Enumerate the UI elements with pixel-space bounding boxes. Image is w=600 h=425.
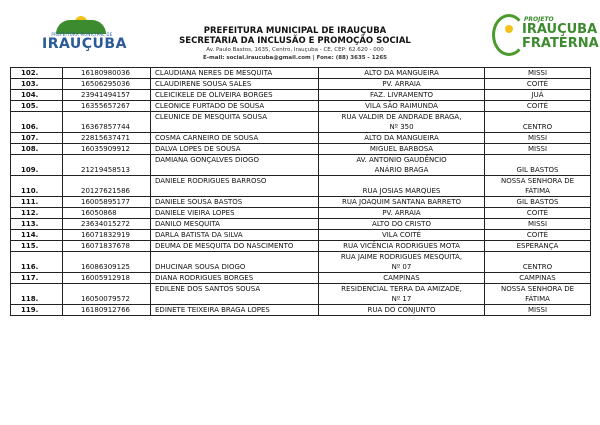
- address: [319, 144, 485, 155]
- beneficiary-name: [151, 176, 319, 197]
- locality-line: FÁTIMA: [525, 187, 550, 195]
- nis-code: 16180980036: [63, 68, 151, 79]
- nis-code: 23634015272: [63, 219, 151, 230]
- row-number-text: 106.: [21, 123, 39, 131]
- ring-icon: [492, 14, 526, 56]
- beneficiary-name-line: DALVA LOPES DE SOUSA: [155, 145, 241, 153]
- address: [319, 208, 485, 219]
- locality: [485, 79, 591, 90]
- beneficiary-name-line: EDINETE TEIXEIRA BRAGA LOPES: [155, 306, 270, 314]
- nis-code-text: 16086309125: [81, 263, 130, 271]
- locality-line: NOSSA SENHORA DE: [500, 177, 575, 185]
- table-row: [11, 68, 591, 79]
- beneficiary-name: [151, 101, 319, 112]
- row-number: 115.: [11, 241, 63, 252]
- row-number-text: 116.: [21, 263, 39, 271]
- address-line: AV. ANTONIO GAUDÊNCIO: [356, 156, 447, 164]
- beneficiary-name: [151, 284, 319, 305]
- beneficiary-name: [151, 230, 319, 241]
- address-line: MIGUEL BARBOSA: [369, 145, 434, 153]
- address-line: Nº 07: [391, 263, 412, 271]
- title-prefeitura: PREFEITURA MUNICIPAL DE IRAUÇUBA: [203, 26, 387, 36]
- address-line: RUA JOAQUIM SANTANA BARRETO: [342, 198, 461, 206]
- locality: [485, 101, 591, 112]
- locality-line: COITÉ: [526, 209, 549, 217]
- address: [319, 197, 485, 208]
- document-title-block: [130, 26, 460, 62]
- row-number-text: 109.: [21, 166, 39, 174]
- address: [319, 230, 485, 241]
- locality-line: MISSI: [527, 145, 548, 153]
- row-number-text: 110.: [21, 187, 39, 195]
- table-row: [11, 101, 591, 112]
- locality: [485, 305, 591, 316]
- address-line: RESIDENCIAL TERRA DA AMIZADE,: [341, 285, 462, 293]
- address-line: Nº 17: [391, 295, 412, 303]
- beneficiary-name-line: DHUCINAR SOUSA DIOGO: [155, 263, 246, 271]
- beneficiary-name: [151, 90, 319, 101]
- row-number: 119.: [11, 305, 63, 316]
- nis-code: 16035909912: [63, 144, 151, 155]
- row-number: [11, 155, 63, 176]
- address: [319, 252, 485, 273]
- locality-line: NOSSA SENHORA DE: [500, 285, 575, 293]
- address-line: PV. ARRAIA: [382, 209, 421, 217]
- locality-line: CENTRO: [522, 263, 553, 271]
- contact-line: E-mail: social.iraucuba@gmail.com | Fone: (88) 3635 - 1265: [202, 55, 388, 61]
- address: [319, 305, 485, 316]
- nis-code-text: 21219458513: [81, 166, 130, 174]
- address-line: ALTO DA MANGUEIRA: [364, 69, 439, 77]
- row-number-text: 118.: [21, 295, 39, 303]
- locality-line: CAMPINAS: [519, 274, 556, 282]
- nis-code: [63, 176, 151, 197]
- beneficiary-name-line: [155, 252, 315, 262]
- logo-right-line1: IRAUÇUBA: [522, 22, 598, 37]
- beneficiary-name: [151, 79, 319, 90]
- locality-line: COITÉ: [526, 80, 549, 88]
- address: [319, 176, 485, 197]
- address-line: RUA VALDIR DE ANDRADE BRAGA,: [341, 113, 462, 121]
- table-row: [11, 273, 591, 284]
- address: [319, 112, 485, 133]
- table-row: [11, 79, 591, 90]
- address: [319, 284, 485, 305]
- nis-code: 16355657267: [63, 101, 151, 112]
- beneficiary-name-line: DANIELE SOUSA BASTOS: [155, 198, 243, 206]
- address: [319, 273, 485, 284]
- locality-line: MISSI: [527, 220, 548, 228]
- table-row: [11, 90, 591, 101]
- address: [319, 90, 485, 101]
- table-row: [11, 176, 591, 197]
- logo-right-top: PROJETO: [524, 16, 554, 23]
- locality: [485, 284, 591, 305]
- table-row: [11, 155, 591, 176]
- beneficiary-name: [151, 68, 319, 79]
- row-number: [11, 176, 63, 197]
- row-number: 103.: [11, 79, 63, 90]
- logo-left-text: IRAUÇUBA: [42, 36, 127, 52]
- table-row: [11, 112, 591, 133]
- beneficiary-name-line: COSMA CARNEIRO DE SOUSA: [155, 134, 259, 142]
- nis-code-text: 16367857744: [81, 123, 130, 131]
- beneficiary-name: [151, 133, 319, 144]
- locality: [485, 90, 591, 101]
- nis-code: 16071837678: [63, 241, 151, 252]
- address: [319, 133, 485, 144]
- locality-line: GIL BASTOS: [516, 166, 559, 174]
- table-row: [11, 197, 591, 208]
- locality: [485, 197, 591, 208]
- beneficiary-name: [151, 273, 319, 284]
- beneficiary-name-line: DANILO MESQUITA: [155, 220, 220, 228]
- beneficiary-name-line: CLEICIKELE DE OLIVEIRA BORGES: [155, 91, 273, 99]
- beneficiary-name: [151, 219, 319, 230]
- address: [319, 68, 485, 79]
- title-secretaria: SECRETARIA DA INCLUSÃO E PROMOÇÃO SOCIAL: [179, 36, 411, 46]
- locality: [485, 133, 591, 144]
- row-number: 104.: [11, 90, 63, 101]
- locality-line: FÁTIMA: [525, 295, 550, 303]
- address-line: RUA JOSIAS MARQUES: [362, 187, 441, 195]
- beneficiary-name-line: DIANA RODRIGUES BORGES: [155, 274, 254, 282]
- locality-line: CENTRO: [522, 123, 553, 131]
- nis-code-text: 16050079572: [81, 295, 130, 303]
- locality: [485, 273, 591, 284]
- row-number: [11, 112, 63, 133]
- row-number: 102.: [11, 68, 63, 79]
- beneficiary-name: [151, 155, 319, 176]
- nis-code: [63, 252, 151, 273]
- address: [319, 101, 485, 112]
- document-header: [0, 0, 600, 66]
- locality: [485, 155, 591, 176]
- table-row: [11, 208, 591, 219]
- beneficiary-name: [151, 241, 319, 252]
- address-line: Nº 350: [389, 123, 414, 131]
- beneficiary-name: [151, 197, 319, 208]
- address-line: [322, 176, 481, 186]
- address-line: RUA JAIME RODRIGUES MESQUITA,: [340, 253, 463, 261]
- logo-left-subtitle: PREFEITURA MUNICIPAL DE: [51, 32, 113, 37]
- row-number: 108.: [11, 144, 63, 155]
- locality-line: ESPERANÇA: [516, 242, 559, 250]
- beneficiary-name-line: DARLA BATISTA DA SILVA: [155, 231, 243, 239]
- row-number: [11, 252, 63, 273]
- address-line: ALTO DO CRISTO: [372, 220, 431, 228]
- table-row: [11, 144, 591, 155]
- locality: [485, 144, 591, 155]
- beneficiary-name-line: DAMIANA GONÇALVES DIOGO: [155, 156, 259, 164]
- locality: [485, 68, 591, 79]
- nis-code: [63, 284, 151, 305]
- address-line: RUA VICÊNCIA RODRIGUES MOTA: [343, 242, 460, 250]
- address: [319, 79, 485, 90]
- beneficiary-name-line: CLEUNICE DE MESQUITA SOUSA: [155, 113, 267, 121]
- table-row: [11, 284, 591, 305]
- address-line: Av. Paulo Bastos, 1635, Centro, Irauçuba - CE, CEP: 62.620 - 000: [206, 47, 384, 53]
- logo-right-line2: FRATERNA: [522, 36, 599, 51]
- table-row: [11, 252, 591, 273]
- beneficiary-name-line: DANIELE RODRIGUES BARROSO: [155, 177, 267, 185]
- address-line: FAZ. LIVRAMENTO: [369, 91, 434, 99]
- nis-code: [63, 112, 151, 133]
- locality: [485, 176, 591, 197]
- address: [319, 155, 485, 176]
- beneficiary-name-line: DEUMA DE MESQUITA DO NASCIMENTO: [155, 242, 294, 250]
- nis-code: 16071832919: [63, 230, 151, 241]
- locality-line: [488, 252, 587, 262]
- beneficiary-name-line: CLEONICE FURTADO DE SOUSA: [155, 102, 265, 110]
- locality: [485, 208, 591, 219]
- locality-line: MISSI: [527, 134, 548, 142]
- table-row: [11, 230, 591, 241]
- table-row: [11, 241, 591, 252]
- row-number: 107.: [11, 133, 63, 144]
- nis-code: 22815637471: [63, 133, 151, 144]
- row-number: 114.: [11, 230, 63, 241]
- beneficiary-name-line: CLAUDIANA NERES DE MESQUITA: [155, 69, 273, 77]
- beneficiary-name: [151, 144, 319, 155]
- locality: [485, 252, 591, 273]
- table-row: [11, 133, 591, 144]
- address-line: CAMPINAS: [383, 274, 420, 282]
- address-line: VILA COITÉ: [381, 231, 422, 239]
- nis-code: 16050868: [63, 208, 151, 219]
- locality-line: COITÉ: [526, 102, 549, 110]
- locality: [485, 230, 591, 241]
- row-number: [11, 284, 63, 305]
- address-line: VILA SÃO RAIMUNDA: [365, 102, 438, 110]
- beneficiaries-table: [10, 67, 591, 316]
- nis-code: 16180912766: [63, 305, 151, 316]
- locality: [485, 241, 591, 252]
- table-row: [11, 305, 591, 316]
- row-number: 105.: [11, 101, 63, 112]
- locality-line: JUÁ: [531, 91, 544, 99]
- address-line: ALTO DA MANGUEIRA: [364, 134, 439, 142]
- row-number: 113.: [11, 219, 63, 230]
- nis-code: 16506295036: [63, 79, 151, 90]
- locality-line: MISSI: [527, 69, 548, 77]
- beneficiary-name: [151, 112, 319, 133]
- prefeitura-logo: [42, 20, 127, 54]
- nis-code: 23941494157: [63, 90, 151, 101]
- locality: [485, 219, 591, 230]
- locality-line: [488, 155, 587, 165]
- locality-line: COITÉ: [526, 231, 549, 239]
- beneficiary-name-line: DANIELE VIEIRA LOPES: [155, 209, 235, 217]
- beneficiary-name: [151, 305, 319, 316]
- row-number: 112.: [11, 208, 63, 219]
- beneficiary-name-line: CLAUDIRENE SOUSA SALES: [155, 80, 252, 88]
- locality: [485, 112, 591, 133]
- beneficiary-name: [151, 208, 319, 219]
- row-number: 117.: [11, 273, 63, 284]
- nis-code: 16005912918: [63, 273, 151, 284]
- locality-line: GIL BASTOS: [516, 198, 559, 206]
- address: [319, 241, 485, 252]
- projeto-logo: [492, 14, 599, 56]
- table-row: [11, 219, 591, 230]
- nis-code: [63, 155, 151, 176]
- beneficiary-name-line: EDILENE DOS SANTOS SOUSA: [155, 285, 261, 293]
- row-number: 111.: [11, 197, 63, 208]
- address: [319, 219, 485, 230]
- address-line: PV. ARRAIA: [382, 80, 421, 88]
- locality-line: [488, 112, 587, 122]
- nis-code-text: 20127621586: [81, 187, 130, 195]
- address-line: RUA DO CONJUNTO: [367, 306, 436, 314]
- locality-line: MISSI: [527, 306, 548, 314]
- beneficiary-name: [151, 252, 319, 273]
- address-line: ANÁRIO BRAGA: [374, 166, 429, 174]
- nis-code: 16005895177: [63, 197, 151, 208]
